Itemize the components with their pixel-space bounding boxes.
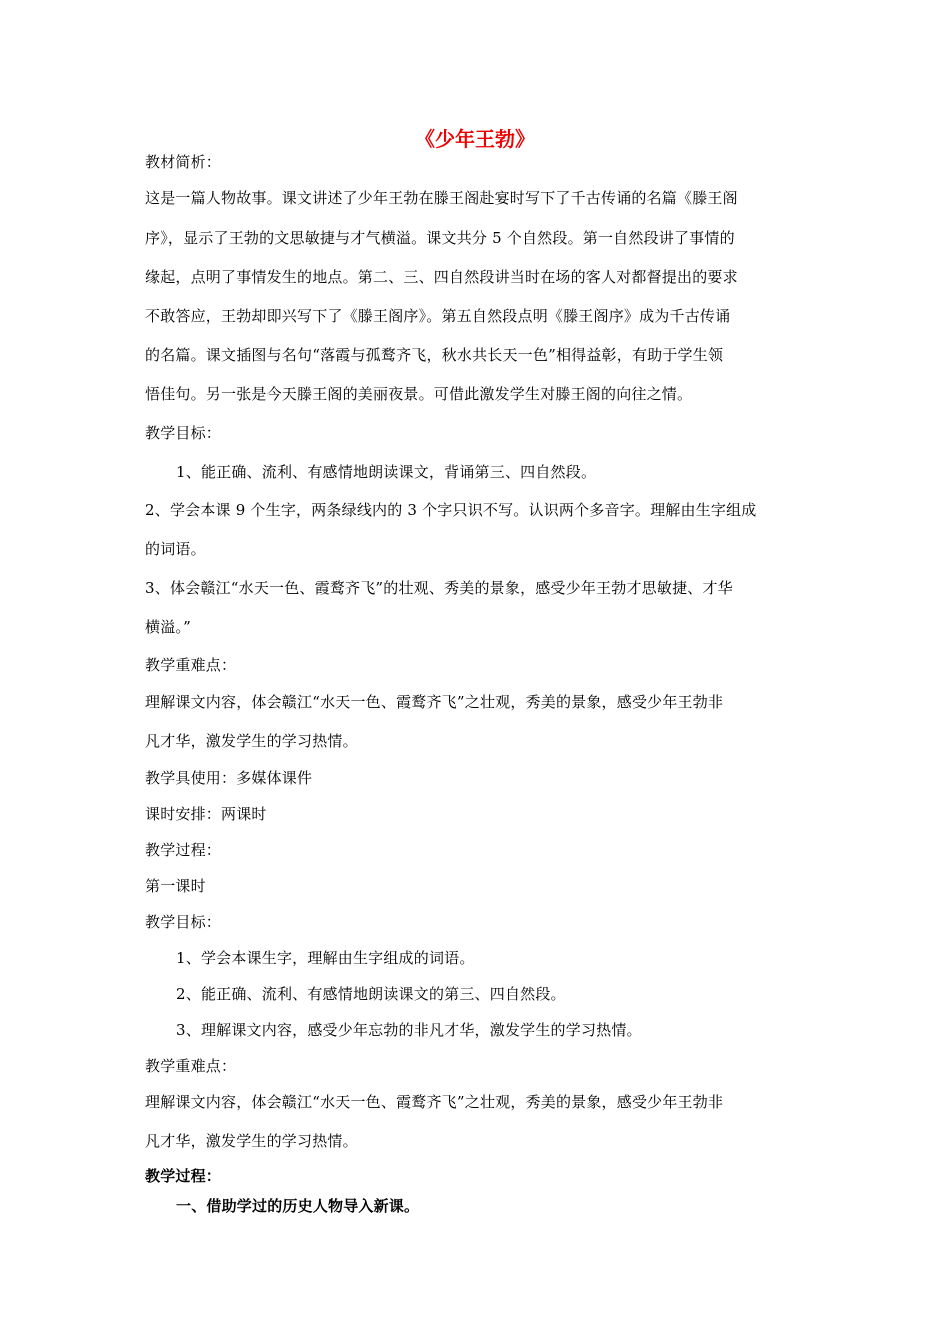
paragraph-line: 凡才华，激发学生的学习热情。 bbox=[145, 1132, 358, 1150]
paragraph-line: 的名篇。课文插图与名句“落霞与孤鹜齐飞，秋水共长天一色”相得益彰，有助于学生领 bbox=[145, 346, 724, 364]
section-heading-key-points-2: 教学重难点： bbox=[145, 1057, 237, 1075]
section-heading-textbook-analysis: 教材简析： bbox=[145, 153, 222, 171]
lesson-heading: 第一课时 bbox=[145, 877, 206, 895]
document-title: 《少年王勃》 bbox=[415, 127, 535, 151]
section-heading-key-points: 教学重难点： bbox=[145, 656, 237, 674]
paragraph-line: 缘起，点明了事情发生的地点。第二、三、四自然段讲当时在场的客人对都督提出的要求 bbox=[145, 268, 738, 286]
paragraph-line: 序》，显示了王勃的文思敏捷与才气横溢。课文共分 5 个自然段。第一自然段讲了事情的 bbox=[145, 229, 735, 247]
section-heading-process-bold: 教学过程： bbox=[145, 1167, 222, 1185]
goal-item: 1、能正确、流利、有感情地朗读课文，背诵第三、四自然段。 bbox=[176, 463, 597, 481]
goal-item: 3、体会赣江“水天一色、霞鹜齐飞”的壮观、秀美的景象，感受少年王勃才思敏捷、才华 bbox=[145, 579, 733, 597]
step-heading: 一、借助学过的历史人物导入新课。 bbox=[176, 1197, 420, 1215]
goal-item: 3、理解课文内容，感受少年忘勃的非凡才华，激发学生的学习热情。 bbox=[176, 1021, 642, 1039]
paragraph-line: 理解课文内容，体会赣江“水天一色、霞鹜齐飞”之壮观，秀美的景象，感受少年王勃非 bbox=[145, 1093, 724, 1111]
paragraph-line: 理解课文内容，体会赣江“水天一色、霞鹜齐飞”之壮观，秀美的景象，感受少年王勃非 bbox=[145, 693, 724, 711]
schedule-line: 课时安排：两课时 bbox=[145, 805, 267, 823]
teaching-aids-line: 教学具使用：多媒体课件 bbox=[145, 769, 313, 787]
section-heading-teaching-goals: 教学目标： bbox=[145, 424, 222, 442]
goal-item: 2、能正确、流利、有感情地朗读课文的第三、四自然段。 bbox=[176, 985, 566, 1003]
goal-item: 2、学会本课 9 个生字，两条绿线内的 3 个字只识不写。认识两个多音字。理解由生字组成 bbox=[145, 501, 757, 519]
section-heading-process: 教学过程： bbox=[145, 841, 222, 859]
paragraph-line: 凡才华，激发学生的学习热情。 bbox=[145, 732, 358, 750]
paragraph-line: 悟佳句。另一张是今天滕王阁的美丽夜景。可借此激发学生对滕王阁的向往之情。 bbox=[145, 385, 693, 403]
goal-item-continued: 的词语。 bbox=[145, 540, 206, 558]
paragraph-line: 不敢答应，王勃却即兴写下了《滕王阁序》。第五自然段点明《滕王阁序》成为千古传诵 bbox=[145, 307, 731, 325]
goal-item: 1、学会本课生字，理解由生字组成的词语。 bbox=[176, 949, 475, 967]
goal-item-continued: 横溢。” bbox=[145, 618, 191, 636]
section-heading-teaching-goals-2: 教学目标： bbox=[145, 913, 222, 931]
paragraph-line: 这是一篇人物故事。课文讲述了少年王勃在滕王阁赴宴时写下了千古传诵的名篇《滕王阁 bbox=[145, 189, 738, 207]
